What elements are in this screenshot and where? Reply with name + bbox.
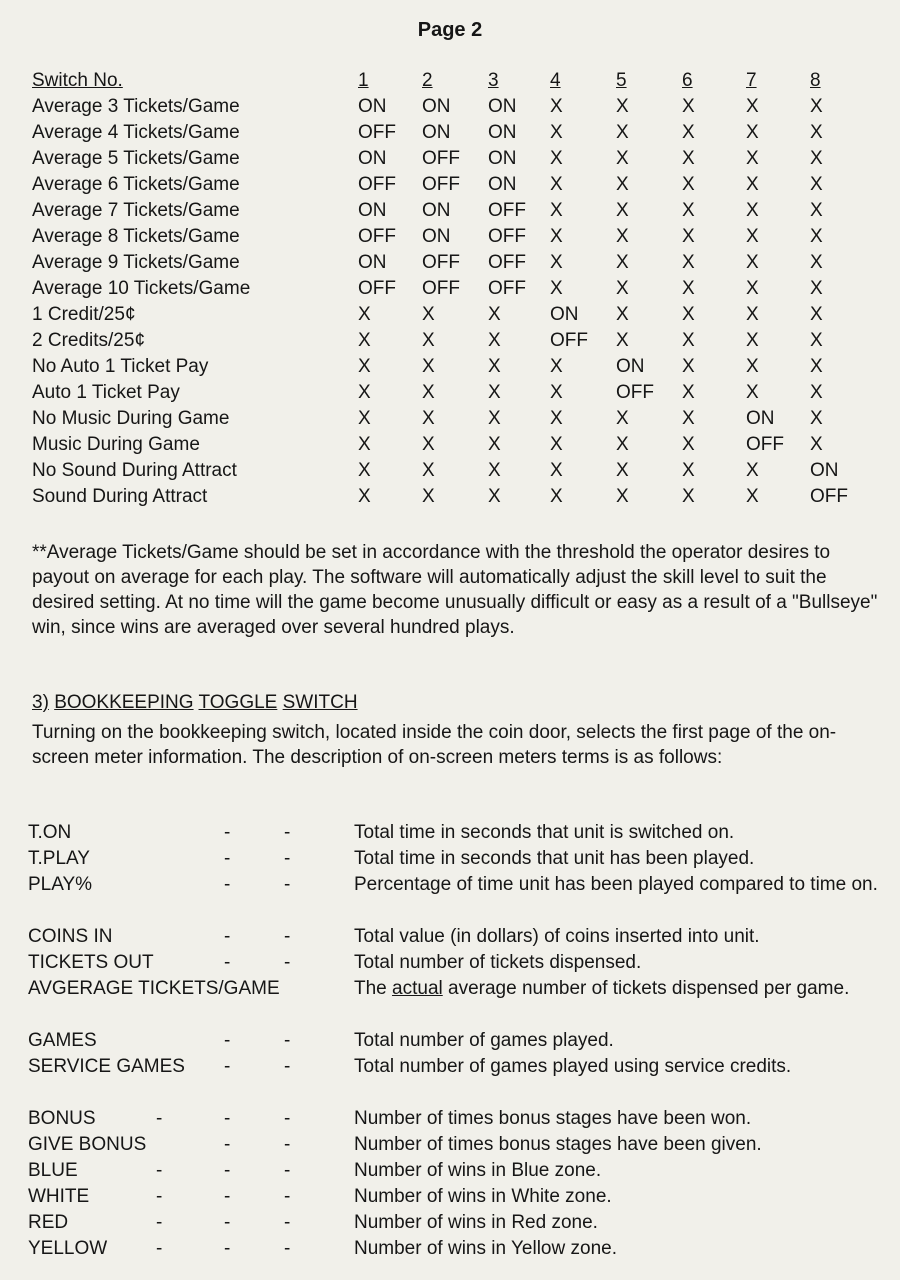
dash-separator: - bbox=[284, 1160, 291, 1181]
switch-setting-cell: X bbox=[810, 226, 823, 247]
switch-setting-cell: X bbox=[810, 304, 823, 325]
meter-term-description: Total number of games played. bbox=[354, 1030, 614, 1051]
dash-separator: - bbox=[284, 1056, 291, 1077]
dash-separator: - bbox=[156, 1160, 163, 1181]
dash-separator: - bbox=[284, 848, 291, 869]
switch-setting-cell: ON bbox=[616, 356, 645, 377]
meter-term-name: GAMES bbox=[28, 1030, 97, 1051]
switch-setting-cell: ON bbox=[810, 460, 839, 481]
switch-setting-cell: X bbox=[616, 122, 629, 143]
switch-setting-cell: X bbox=[746, 252, 759, 273]
switch-setting-cell: X bbox=[682, 252, 695, 273]
dash-separator: - bbox=[224, 1160, 231, 1181]
switch-setting-cell: OFF bbox=[488, 200, 526, 221]
switch-setting-cell: X bbox=[746, 304, 759, 325]
section-word-switch: SWITCH bbox=[282, 692, 358, 713]
meter-term-description: Total time in seconds that unit has been played. bbox=[354, 848, 755, 869]
dash-separator: - bbox=[224, 1186, 231, 1207]
switch-setting-cell: X bbox=[616, 148, 629, 169]
setting-label: 1 Credit/25¢ bbox=[32, 304, 136, 325]
switch-setting-cell: X bbox=[616, 174, 629, 195]
switch-setting-cell: OFF bbox=[358, 122, 396, 143]
switch-column-header: 4 bbox=[550, 70, 561, 91]
meter-term-description: Total time in seconds that unit is switched on. bbox=[354, 822, 735, 843]
switch-setting-cell: X bbox=[550, 200, 563, 221]
switch-setting-cell: X bbox=[810, 356, 823, 377]
switch-setting-cell: X bbox=[358, 356, 371, 377]
meter-term-description: Total number of games played using service credits. bbox=[354, 1056, 792, 1077]
switch-setting-cell: X bbox=[550, 174, 563, 195]
switch-setting-cell: X bbox=[682, 174, 695, 195]
switch-setting-cell: X bbox=[616, 96, 629, 117]
meter-term-description: Number of wins in Red zone. bbox=[354, 1212, 598, 1233]
switch-setting-cell: X bbox=[488, 356, 501, 377]
setting-label: No Auto 1 Ticket Pay bbox=[32, 356, 209, 377]
switch-column-header: 6 bbox=[682, 70, 693, 91]
setting-label: Average 3 Tickets/Game bbox=[32, 96, 240, 117]
switch-setting-cell: X bbox=[488, 382, 501, 403]
switch-setting-cell: X bbox=[422, 408, 435, 429]
dash-separator: - bbox=[284, 822, 291, 843]
switch-column-header: 3 bbox=[488, 70, 499, 91]
setting-label: Average 6 Tickets/Game bbox=[32, 174, 240, 195]
switch-setting-cell: ON bbox=[550, 304, 579, 325]
switch-setting-cell: X bbox=[422, 460, 435, 481]
switch-setting-cell: X bbox=[616, 460, 629, 481]
dash-separator: - bbox=[156, 1212, 163, 1233]
meter-term-name: AVGERAGE TICKETS/GAME bbox=[28, 978, 280, 999]
switch-setting-cell: ON bbox=[488, 122, 517, 143]
switch-setting-cell: X bbox=[550, 278, 563, 299]
switch-setting-cell: X bbox=[616, 278, 629, 299]
switch-setting-cell: X bbox=[746, 356, 759, 377]
switch-setting-cell: X bbox=[488, 330, 501, 351]
dash-separator: - bbox=[224, 822, 231, 843]
switch-setting-cell: OFF bbox=[616, 382, 654, 403]
switch-setting-cell: X bbox=[810, 200, 823, 221]
switch-setting-cell: X bbox=[616, 434, 629, 455]
section-word-toggle: TOGGLE bbox=[198, 692, 278, 713]
switch-setting-cell: X bbox=[358, 486, 371, 507]
switch-setting-cell: ON bbox=[488, 174, 517, 195]
dash-separator: - bbox=[284, 1212, 291, 1233]
setting-label: Music During Game bbox=[32, 434, 200, 455]
switch-setting-cell: X bbox=[550, 486, 563, 507]
switch-setting-cell: X bbox=[682, 460, 695, 481]
dash-separator: - bbox=[156, 1108, 163, 1129]
switch-setting-cell: X bbox=[358, 304, 371, 325]
switch-setting-cell: X bbox=[810, 96, 823, 117]
switch-setting-cell: X bbox=[810, 382, 823, 403]
switch-setting-cell: OFF bbox=[550, 330, 588, 351]
switch-setting-cell: ON bbox=[422, 96, 451, 117]
switch-setting-cell: X bbox=[682, 486, 695, 507]
switch-setting-cell: X bbox=[810, 122, 823, 143]
meter-term-name: RED bbox=[28, 1212, 69, 1233]
switch-setting-cell: X bbox=[550, 434, 563, 455]
meter-term-name: SERVICE GAMES bbox=[28, 1056, 185, 1077]
switch-setting-cell: X bbox=[682, 434, 695, 455]
setting-label: Average 10 Tickets/Game bbox=[32, 278, 251, 299]
switch-setting-cell: X bbox=[616, 330, 629, 351]
switch-setting-cell: X bbox=[682, 356, 695, 377]
meter-term-description: Number of times bonus stages have been won. bbox=[354, 1108, 752, 1129]
switch-column-header: 5 bbox=[616, 70, 627, 91]
switch-setting-cell: X bbox=[358, 460, 371, 481]
switch-setting-cell: X bbox=[550, 122, 563, 143]
dash-separator: - bbox=[284, 1134, 291, 1155]
switch-setting-cell: X bbox=[682, 226, 695, 247]
dash-separator: - bbox=[284, 1030, 291, 1051]
setting-label: No Sound During Attract bbox=[32, 460, 237, 481]
switch-setting-cell: OFF bbox=[488, 252, 526, 273]
switch-setting-cell: OFF bbox=[422, 252, 460, 273]
switch-setting-cell: X bbox=[682, 148, 695, 169]
meter-term-name: BONUS bbox=[28, 1108, 96, 1129]
switch-setting-cell: OFF bbox=[488, 226, 526, 247]
meter-term-description: Number of wins in Blue zone. bbox=[354, 1160, 602, 1181]
dash-separator: - bbox=[224, 952, 231, 973]
switch-setting-cell: X bbox=[488, 460, 501, 481]
dash-separator: - bbox=[224, 926, 231, 947]
meter-term-name: T.PLAY bbox=[28, 848, 90, 869]
switch-setting-cell: ON bbox=[488, 96, 517, 117]
average-tickets-note: **Average Tickets/Game should be set in accordance with the threshold the operator desires to payout on average for each play. The software will automatically adjust the skill level to suit the desired setting. At no time will the game become unusually difficult or easy as a result of a "Bullseye" win, since wins are averaged over several hundred plays. bbox=[32, 542, 878, 638]
section-number: 3) bbox=[32, 692, 49, 713]
switch-setting-cell: X bbox=[682, 278, 695, 299]
switch-setting-cell: ON bbox=[358, 200, 387, 221]
switch-setting-cell: X bbox=[746, 122, 759, 143]
switch-setting-cell: OFF bbox=[358, 278, 396, 299]
setting-label: Average 9 Tickets/Game bbox=[32, 252, 240, 273]
switch-setting-cell: X bbox=[682, 382, 695, 403]
switch-setting-cell: X bbox=[550, 252, 563, 273]
switch-setting-cell: X bbox=[550, 96, 563, 117]
dash-separator: - bbox=[284, 926, 291, 947]
switch-setting-cell: X bbox=[616, 226, 629, 247]
switch-setting-cell: X bbox=[746, 174, 759, 195]
meter-term-description: Number of wins in Yellow zone. bbox=[354, 1238, 617, 1259]
description-emphasis: actual bbox=[392, 978, 443, 999]
switch-setting-cell: OFF bbox=[488, 278, 526, 299]
dash-separator: - bbox=[284, 1108, 291, 1129]
switch-setting-cell: X bbox=[422, 486, 435, 507]
description-text: The bbox=[354, 978, 393, 999]
meter-term-description: Number of wins in White zone. bbox=[354, 1186, 612, 1207]
dash-separator: - bbox=[284, 874, 291, 895]
setting-label: 2 Credits/25¢ bbox=[32, 330, 146, 351]
switch-no-header: Switch No. bbox=[32, 70, 123, 91]
meter-term-name: PLAY% bbox=[28, 874, 93, 895]
switch-setting-cell: X bbox=[550, 226, 563, 247]
switch-setting-cell: OFF bbox=[358, 226, 396, 247]
dash-separator: - bbox=[284, 1238, 291, 1259]
switch-setting-cell: ON bbox=[422, 122, 451, 143]
dash-separator: - bbox=[224, 848, 231, 869]
meter-term-name: T.ON bbox=[28, 822, 72, 843]
dash-separator: - bbox=[224, 1030, 231, 1051]
switch-setting-cell: X bbox=[422, 304, 435, 325]
switch-setting-cell: X bbox=[810, 174, 823, 195]
switch-setting-cell: X bbox=[746, 148, 759, 169]
description-text: average number of tickets dispensed per game. bbox=[442, 978, 850, 999]
switch-setting-cell: X bbox=[616, 486, 629, 507]
switch-column-header: 2 bbox=[422, 70, 433, 91]
switch-setting-cell: ON bbox=[422, 200, 451, 221]
switch-setting-cell: X bbox=[746, 96, 759, 117]
switch-setting-cell: X bbox=[682, 122, 695, 143]
section-word-bookkeeping: BOOKKEEPING bbox=[54, 692, 194, 713]
switch-setting-cell: X bbox=[682, 96, 695, 117]
setting-label: Average 7 Tickets/Game bbox=[32, 200, 240, 221]
dash-separator: - bbox=[224, 874, 231, 895]
switch-setting-cell: X bbox=[422, 356, 435, 377]
switch-setting-cell: X bbox=[616, 252, 629, 273]
switch-setting-cell: X bbox=[810, 408, 823, 429]
dash-separator: - bbox=[156, 1186, 163, 1207]
dash-separator: - bbox=[284, 952, 291, 973]
setting-label: Average 5 Tickets/Game bbox=[32, 148, 240, 169]
switch-setting-cell: X bbox=[616, 304, 629, 325]
switch-setting-cell: X bbox=[810, 434, 823, 455]
switch-setting-cell: X bbox=[358, 434, 371, 455]
meter-term-description: Total number of tickets dispensed. bbox=[354, 952, 642, 973]
switch-setting-cell: X bbox=[810, 278, 823, 299]
meter-term-name: COINS IN bbox=[28, 926, 113, 947]
section-heading-bookkeeping bbox=[32, 690, 358, 715]
switch-setting-cell: X bbox=[746, 486, 759, 507]
switch-setting-cell: ON bbox=[488, 148, 517, 169]
switch-setting-cell: X bbox=[810, 330, 823, 351]
switch-setting-cell: X bbox=[810, 252, 823, 273]
switch-setting-cell: X bbox=[358, 382, 371, 403]
setting-label: No Music During Game bbox=[32, 408, 230, 429]
switch-setting-cell: ON bbox=[358, 148, 387, 169]
switch-setting-cell: X bbox=[488, 304, 501, 325]
switch-setting-cell: X bbox=[550, 148, 563, 169]
switch-setting-cell: OFF bbox=[810, 486, 848, 507]
setting-label: Average 4 Tickets/Game bbox=[32, 122, 240, 143]
switch-setting-cell: X bbox=[422, 330, 435, 351]
switch-setting-cell: ON bbox=[358, 96, 387, 117]
switch-setting-cell: X bbox=[746, 226, 759, 247]
meter-term-name: BLUE bbox=[28, 1160, 78, 1181]
switch-setting-cell: X bbox=[682, 304, 695, 325]
switch-setting-cell: X bbox=[422, 434, 435, 455]
switch-column-header: 7 bbox=[746, 70, 757, 91]
switch-setting-cell: X bbox=[746, 460, 759, 481]
switch-setting-cell: OFF bbox=[358, 174, 396, 195]
switch-setting-cell: X bbox=[616, 408, 629, 429]
switch-column-header: 8 bbox=[810, 70, 821, 91]
switch-setting-cell: X bbox=[488, 486, 501, 507]
setting-label: Sound During Attract bbox=[32, 486, 208, 507]
switch-setting-cell: X bbox=[682, 330, 695, 351]
meter-term-description: Number of times bonus stages have been given. bbox=[354, 1134, 762, 1155]
switch-setting-cell: X bbox=[746, 200, 759, 221]
meter-term-description: Total value (in dollars) of coins inserted into unit. bbox=[354, 926, 760, 947]
switch-setting-cell: X bbox=[550, 460, 563, 481]
meter-term-name: WHITE bbox=[28, 1186, 90, 1207]
dash-separator: - bbox=[224, 1108, 231, 1129]
dash-separator: - bbox=[224, 1212, 231, 1233]
switch-setting-cell: X bbox=[550, 382, 563, 403]
switch-setting-cell: ON bbox=[358, 252, 387, 273]
meter-term-name: TICKETS OUT bbox=[28, 952, 154, 973]
switch-setting-cell: X bbox=[682, 408, 695, 429]
switch-setting-cell: OFF bbox=[422, 174, 460, 195]
setting-label: Average 8 Tickets/Game bbox=[32, 226, 240, 247]
switch-setting-cell: X bbox=[746, 382, 759, 403]
switch-setting-cell: OFF bbox=[422, 278, 460, 299]
dash-separator: - bbox=[224, 1134, 231, 1155]
switch-setting-cell: ON bbox=[422, 226, 451, 247]
switch-setting-cell: X bbox=[682, 200, 695, 221]
switch-setting-cell: X bbox=[358, 330, 371, 351]
switch-setting-cell: X bbox=[616, 200, 629, 221]
meter-term-description bbox=[354, 976, 884, 1002]
switch-column-header: 1 bbox=[358, 70, 369, 91]
dash-separator: - bbox=[284, 1186, 291, 1207]
switch-setting-cell: X bbox=[358, 408, 371, 429]
page-title: Page 2 bbox=[417, 19, 483, 41]
switch-setting-cell: OFF bbox=[422, 148, 460, 169]
switch-setting-cell: X bbox=[550, 408, 563, 429]
switch-setting-cell: X bbox=[746, 330, 759, 351]
switch-setting-cell: X bbox=[488, 434, 501, 455]
dash-separator: - bbox=[156, 1238, 163, 1259]
meter-term-description: Percentage of time unit has been played compared to time on. bbox=[354, 874, 878, 895]
dash-separator: - bbox=[224, 1056, 231, 1077]
switch-setting-cell: X bbox=[810, 148, 823, 169]
switch-setting-cell: X bbox=[746, 278, 759, 299]
setting-label: Auto 1 Ticket Pay bbox=[32, 382, 180, 403]
switch-setting-cell: X bbox=[488, 408, 501, 429]
switch-setting-cell: ON bbox=[746, 408, 775, 429]
switch-setting-cell: X bbox=[550, 356, 563, 377]
meter-term-name: YELLOW bbox=[28, 1238, 108, 1259]
meter-term-name: GIVE BONUS bbox=[28, 1134, 147, 1155]
switch-setting-cell: OFF bbox=[746, 434, 784, 455]
dash-separator: - bbox=[224, 1238, 231, 1259]
switch-setting-cell: X bbox=[422, 382, 435, 403]
bookkeeping-intro: Turning on the bookkeeping switch, located inside the coin door, selects the first page of the on-screen meter information. The description of on-screen meters terms is as follows: bbox=[32, 722, 837, 768]
